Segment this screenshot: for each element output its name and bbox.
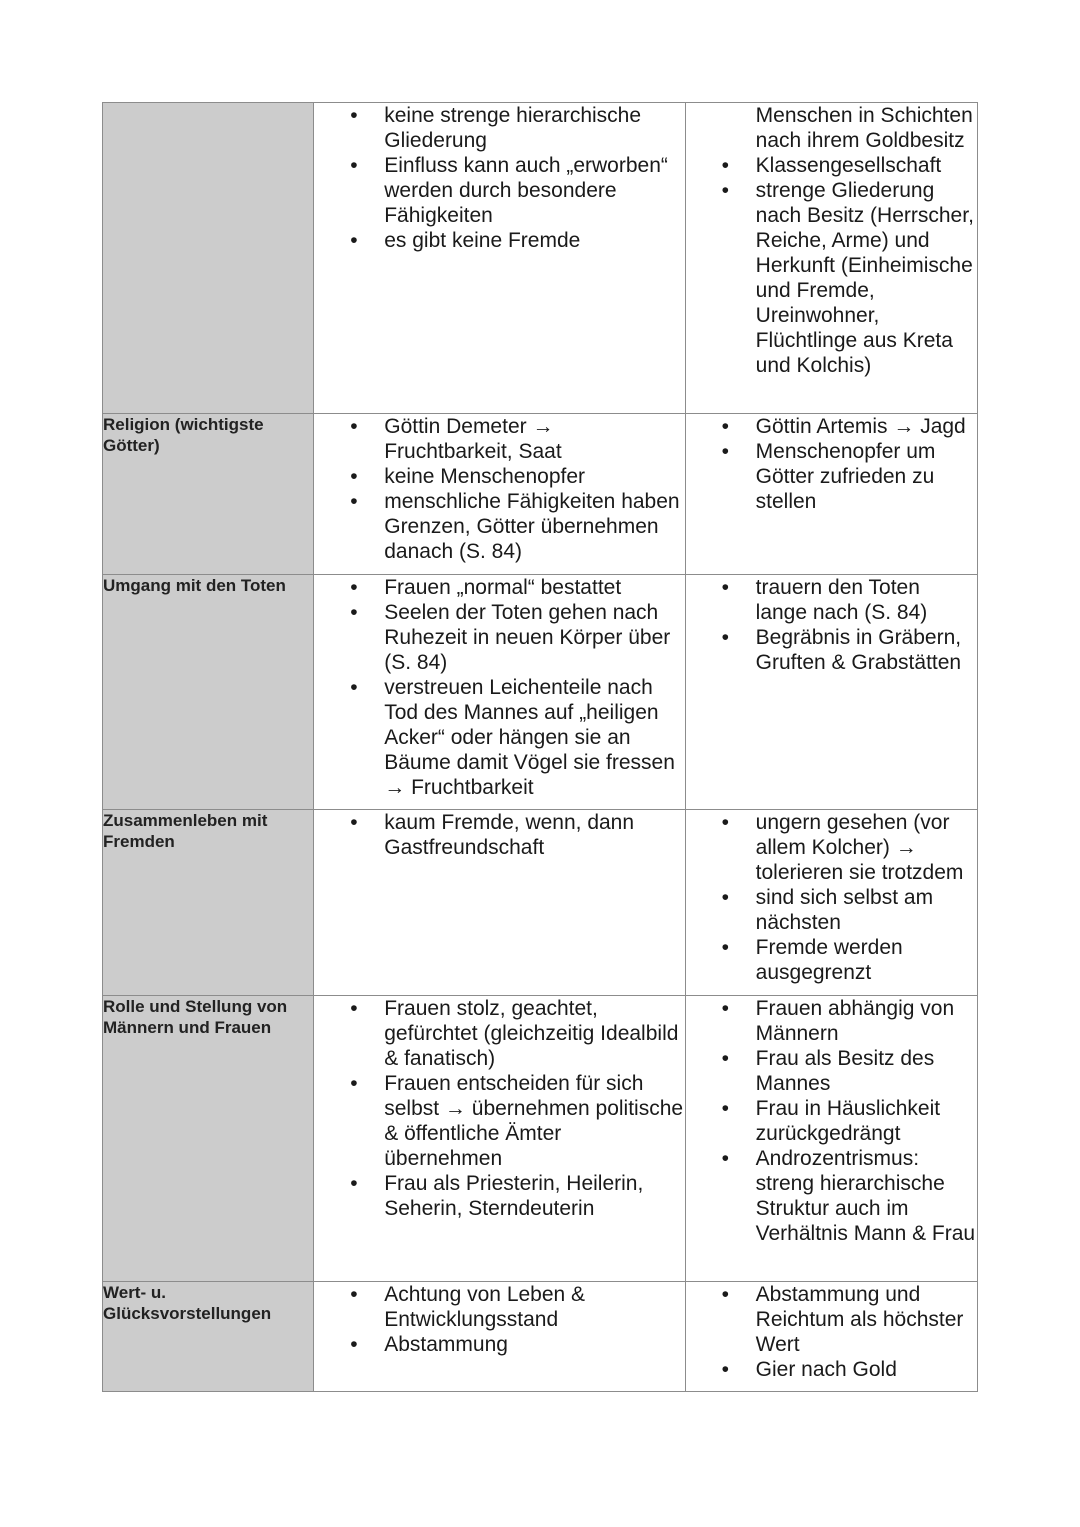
bullet-icon: • [350, 811, 358, 834]
list-item [314, 1071, 684, 1171]
list-item-text: Achtung von Leben & Entwicklungsstand [384, 1283, 586, 1331]
list-item [686, 178, 977, 378]
bullet-icon: • [350, 997, 358, 1020]
list-item [686, 1146, 977, 1246]
list-item [686, 1096, 977, 1146]
bullet-icon: • [721, 1283, 730, 1306]
list-item [314, 1282, 684, 1332]
list-item-text: Frauen stolz, geachtet, gefürchtet (gleichzeitig Idealbild & fanatisch) [384, 997, 679, 1070]
column-b-cell [685, 1282, 977, 1392]
column-a-cell [314, 810, 685, 996]
bullet-icon: • [721, 1147, 730, 1170]
bullet-list [314, 810, 684, 860]
bullet-icon: • [350, 1333, 358, 1356]
list-item [314, 1171, 684, 1221]
bullet-list [686, 414, 977, 514]
list-item [686, 1282, 977, 1357]
bullet-icon: • [721, 997, 730, 1020]
category-cell [103, 810, 314, 996]
list-item-text: Abstammung [384, 1333, 508, 1356]
column-b-cell [685, 575, 977, 810]
list-item [686, 885, 977, 935]
column-b-cell [685, 103, 977, 414]
list-item-text: menschliche Fähigkeiten haben Grenzen, Götter übernehmen danach (S. 84) [384, 490, 680, 563]
list-item-text: verstreuen Leichenteile nach Tod des Mannes auf „heiligen Acker“ oder hängen sie an Bäume damit Vögel sie fressen → Fruchtbarkeit [384, 676, 675, 799]
table-row [103, 1282, 978, 1392]
bullet-list [686, 575, 977, 675]
column-b-cell [685, 414, 977, 575]
list-item [686, 996, 977, 1046]
list-item [314, 228, 684, 253]
bullet-list [314, 575, 684, 800]
bullet-icon: • [721, 886, 730, 909]
column-a-cell [314, 996, 685, 1282]
list-item [314, 489, 684, 564]
list-item [686, 103, 977, 153]
bullet-icon: • [721, 1358, 730, 1381]
bullet-icon: • [350, 465, 358, 488]
list-item [314, 414, 684, 464]
bullet-list [314, 996, 684, 1221]
table-body [103, 103, 978, 1392]
bullet-list [686, 810, 977, 985]
category-label: Zusammenleben mit Fremden [103, 811, 268, 851]
bullet-list [314, 103, 684, 253]
list-item-text: keine Menschenopfer [384, 465, 586, 488]
category-cell [103, 996, 314, 1282]
column-a-cell [314, 103, 685, 414]
bullet-icon: • [350, 104, 358, 127]
bullet-icon: • [721, 154, 730, 177]
list-item [314, 575, 684, 600]
comparison-table [102, 102, 978, 1392]
list-item-text: Gier nach Gold [755, 1358, 897, 1381]
bullet-icon: • [350, 1172, 358, 1195]
category-cell [103, 1282, 314, 1392]
category-label: Religion (wichtigste Götter) [103, 415, 264, 455]
bullet-icon: • [350, 576, 358, 599]
category-label: Rolle und Stellung von Männern und Frauen [103, 997, 288, 1037]
bullet-icon: • [721, 440, 730, 463]
list-item [686, 935, 977, 985]
list-item [314, 675, 684, 800]
bullet-list [314, 414, 684, 564]
list-item-text: Frau als Priesterin, Heilerin, Seherin, Sterndeuterin [384, 1172, 644, 1220]
column-a-cell [314, 1282, 685, 1392]
list-item-text: ungern gesehen (vor allem Kolcher) → tolerieren sie trotzdem [755, 811, 964, 884]
list-item-text: Frauen entscheiden für sich selbst → übernehmen politische & öffentliche Ämter übernehmen [384, 1072, 684, 1170]
list-item-text: Abstammung und Reichtum als höchster Wert [755, 1283, 964, 1356]
table-row [103, 575, 978, 810]
list-item-text: Klassengesellschaft [755, 154, 942, 177]
list-item-text: Seelen der Toten gehen nach Ruhezeit in neuen Körper über (S. 84) [384, 601, 671, 674]
list-item-text: Frau in Häuslichkeit zurückgedrängt [755, 1097, 941, 1145]
list-item-text: Frauen abhängig von Männern [755, 997, 955, 1045]
list-item [314, 103, 684, 153]
category-cell [103, 575, 314, 810]
list-item-text: strenge Gliederung nach Besitz (Herrscher, Reiche, Arme) und Herkunft (Einheimische und Fremde, Ureinwohner, Flüchtlinge aus Kreta und Kolchis) [755, 179, 974, 377]
list-item-text: Begräbnis in Gräbern, Gruften & Grabstätten [755, 626, 962, 674]
list-item-text: Frauen „normal“ bestattet [384, 576, 622, 599]
list-item-text: Einfluss kann auch „erworben“ werden durch besondere Fähigkeiten [384, 154, 668, 227]
list-item [686, 625, 977, 675]
list-item [314, 153, 684, 228]
table-row [103, 810, 978, 996]
column-b-cell [685, 810, 977, 996]
list-item [686, 575, 977, 625]
list-item-text: Fremde werden ausgegrenzt [755, 936, 903, 984]
bullet-icon: • [721, 1047, 730, 1070]
list-item [314, 1332, 684, 1357]
list-item [314, 464, 684, 489]
column-a-cell [314, 575, 685, 810]
bullet-icon: • [350, 490, 358, 513]
category-cell [103, 103, 314, 414]
list-item [686, 153, 977, 178]
bullet-icon: • [350, 229, 358, 252]
list-item [314, 996, 684, 1071]
table-row [103, 414, 978, 575]
list-item-text: keine strenge hierarchische Gliederung [384, 104, 642, 152]
category-label: Wert- u. Glücksvorstellungen [103, 1283, 272, 1323]
list-item-text: Göttin Artemis → Jagd [755, 415, 966, 438]
bullet-icon: • [721, 415, 730, 438]
list-item [314, 810, 684, 860]
list-item [686, 1357, 977, 1382]
bullet-icon: • [721, 179, 730, 202]
list-item-text: Göttin Demeter → Fruchtbarkeit, Saat [384, 415, 562, 463]
bullet-list [314, 1282, 684, 1357]
bullet-icon: • [721, 1097, 730, 1120]
bullet-icon: • [721, 811, 730, 834]
bullet-icon: • [721, 936, 730, 959]
column-b-cell [685, 996, 977, 1282]
list-item-text: trauern den Toten lange nach (S. 84) [755, 576, 928, 624]
bullet-list [686, 103, 977, 378]
list-item [686, 810, 977, 885]
list-item-text: Androzentrismus: streng hierarchische Struktur auch im Verhältnis Mann & Frau [755, 1147, 976, 1245]
list-item-text: Menschenopfer um Götter zufrieden zu stellen [755, 440, 936, 513]
list-item-text: Menschen in Schichten nach ihrem Goldbesitz [755, 104, 973, 152]
list-item [686, 439, 977, 514]
bullet-icon: • [350, 1072, 358, 1095]
list-item [686, 1046, 977, 1096]
category-label: Umgang mit den Toten [103, 576, 286, 595]
bullet-icon: • [350, 601, 358, 624]
column-a-cell [314, 414, 685, 575]
bullet-icon: • [721, 626, 730, 649]
list-item-text: es gibt keine Fremde [384, 229, 581, 252]
bullet-icon: • [350, 1283, 358, 1306]
list-item-text: sind sich selbst am nächsten [755, 886, 934, 934]
list-item [686, 414, 977, 439]
bullet-list [686, 1282, 977, 1382]
bullet-icon: • [350, 415, 358, 438]
table-row [103, 103, 978, 414]
bullet-icon: • [350, 676, 358, 699]
list-item-text: Frau als Besitz des Mannes [755, 1047, 935, 1095]
bullet-icon: • [721, 576, 730, 599]
bullet-list [686, 996, 977, 1246]
list-item [314, 600, 684, 675]
bullet-icon: • [350, 154, 358, 177]
table-row [103, 996, 978, 1282]
list-item-text: kaum Fremde, wenn, dann Gastfreundschaft [384, 811, 635, 859]
category-cell [103, 414, 314, 575]
